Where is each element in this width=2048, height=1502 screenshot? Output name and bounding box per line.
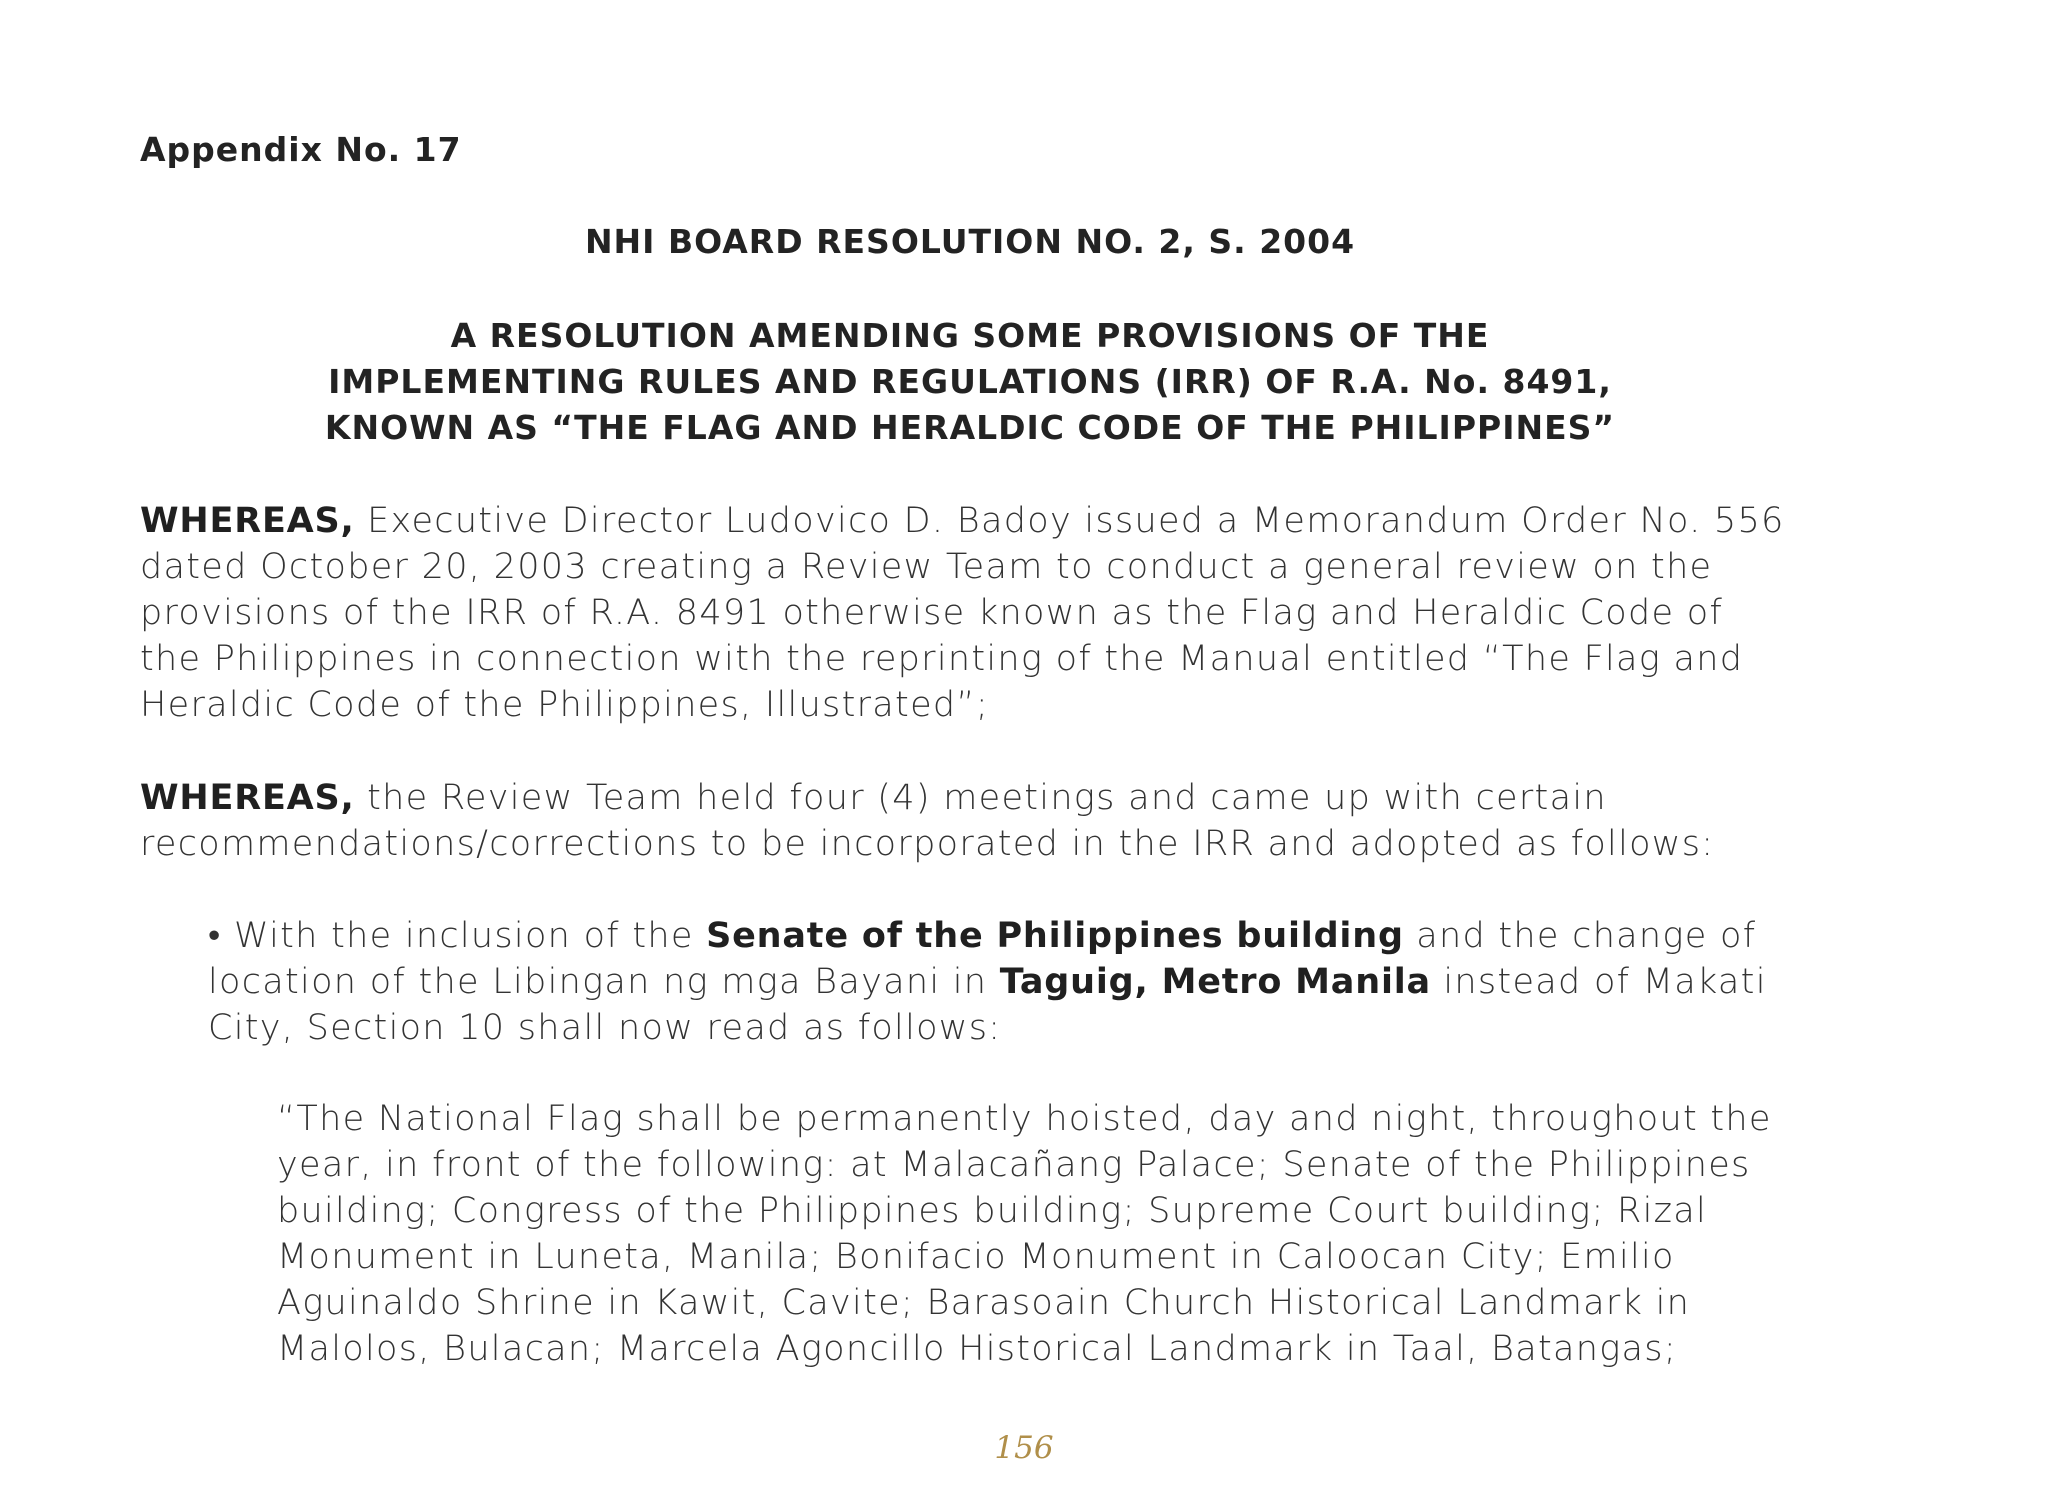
quote-line: year, in front of the following: at Malacañang Palace; Senate of the Philippines [277, 1145, 1751, 1185]
paragraph-line: the Philippines in connection with the reprinting of the Manual entitled “The Flag and [140, 639, 1744, 679]
resolution-number: NHI BOARD RESOLUTION NO. 2, S. 2004 [584, 222, 1356, 261]
bullet-emphasis: Senate of the Philippines building [706, 916, 1404, 956]
bullet-text: location of the Libingan ng mga Bayani in [208, 962, 1000, 1002]
paragraph-text: the Review Team held four (4) meetings and came up with certain [354, 778, 1607, 818]
paragraph-line [140, 775, 1820, 821]
resolution-title-line: IMPLEMENTING RULES AND REGULATIONS (IRR) OF R.A. No. 8491, [328, 362, 1612, 401]
appendix-label: Appendix No. 17 [140, 130, 462, 169]
quote-line: building; Congress of the Philippines building; Supreme Court building; Rizal [277, 1191, 1708, 1231]
bullet-text: and the change of [1403, 916, 1757, 956]
paragraph-line [140, 498, 1820, 544]
quote-line: Malolos, Bulacan; Marcela Agoncillo Historical Landmark in Taal, Batangas; [277, 1329, 1677, 1369]
bullet-item [208, 913, 1768, 1051]
resolution-title-line: A RESOLUTION AMENDING SOME PROVISIONS OF THE [450, 316, 1490, 355]
bullet-line [208, 959, 1768, 1005]
bullet-line: City, Section 10 shall now read as follows: [208, 1008, 1002, 1048]
bullet-text: • With the inclusion of the [208, 916, 707, 956]
resolution-title [140, 313, 1800, 451]
quoted-section-text [277, 1096, 1837, 1372]
whereas-keyword: WHEREAS, [140, 501, 355, 541]
paragraph-line: Heraldic Code of the Philippines, Illustrated”; [140, 685, 989, 725]
bullet-line [208, 913, 1768, 959]
bullet-emphasis: Taguig, Metro Manila [999, 962, 1431, 1002]
whereas-keyword: WHEREAS, [140, 778, 355, 818]
paragraph-line: dated October 20, 2003 creating a Review Team to conduct a general review on the [140, 547, 1713, 587]
bullet-text: instead of Makati [1430, 962, 1767, 1002]
paragraph-line: recommendations/corrections to be incorporated in the IRR and adopted as follows: [140, 824, 1715, 864]
whereas-paragraph-2 [140, 775, 1820, 867]
quote-line: Aguinaldo Shrine in Kawit, Cavite; Barasoain Church Historical Landmark in [277, 1283, 1691, 1323]
quote-line: “The National Flag shall be permanently hoisted, day and night, throughout the [277, 1099, 1772, 1139]
quote-line: Monument in Luneta, Manila; Bonifacio Monument in Caloocan City; Emilio [277, 1237, 1675, 1277]
whereas-paragraph-1 [140, 498, 1820, 728]
page-number: 156 [994, 1430, 1054, 1466]
paragraph-text: Executive Director Ludovico D. Badoy issued a Memorandum Order No. 556 [354, 501, 1785, 541]
paragraph-line: provisions of the IRR of R.A. 8491 otherwise known as the Flag and Heraldic Code of [140, 593, 1724, 633]
resolution-title-line: KNOWN AS “THE FLAG AND HERALDIC CODE OF THE PHILIPPINES” [324, 408, 1616, 447]
